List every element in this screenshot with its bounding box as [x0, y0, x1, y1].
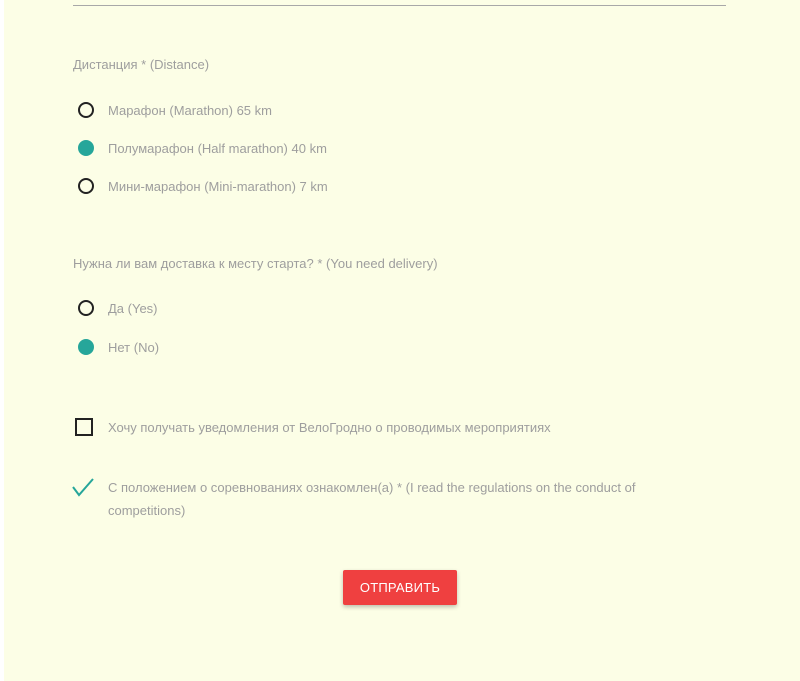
radio-option-yes[interactable]: [78, 298, 158, 318]
radio-unchecked-icon[interactable]: [78, 102, 94, 118]
distance-question-label: Дистанция * (Distance): [73, 57, 210, 72]
radio-option-half-marathon[interactable]: [78, 138, 327, 158]
delivery-question-label: Нужна ли вам доставка к месту старта? * (You need delivery): [73, 256, 438, 271]
radio-option-mini-marathon[interactable]: [78, 176, 328, 196]
radio-label-mini-marathon: Мини-марафон (Mini-marathon) 7 km: [108, 178, 328, 194]
regulations-checkmark-icon[interactable]: [71, 476, 95, 498]
radio-unchecked-icon[interactable]: [78, 300, 94, 316]
radio-label-half-marathon: Полумарафон (Half marathon) 40 km: [108, 140, 327, 156]
radio-checked-icon[interactable]: [78, 140, 94, 156]
radio-label-yes: Да (Yes): [108, 300, 158, 316]
notifications-label: Хочу получать уведомления от ВелоГродно о проводимых мероприятиях: [108, 420, 551, 435]
radio-unchecked-icon[interactable]: [78, 178, 94, 194]
radio-checked-icon[interactable]: [78, 339, 94, 355]
radio-label-marathon: Марафон (Marathon) 65 km: [108, 102, 272, 118]
regulations-label: С положением о соревнованиях ознакомлен(а) * (I read the regulations on the conduct of competitions): [108, 480, 636, 518]
notifications-checkbox[interactable]: [75, 418, 93, 436]
section-divider: [73, 5, 726, 6]
radio-option-marathon[interactable]: [78, 100, 272, 120]
radio-label-no: Нет (No): [108, 339, 160, 355]
radio-option-no[interactable]: [78, 337, 160, 357]
submit-button[interactable]: ОТПРАВИТЬ: [343, 570, 457, 605]
